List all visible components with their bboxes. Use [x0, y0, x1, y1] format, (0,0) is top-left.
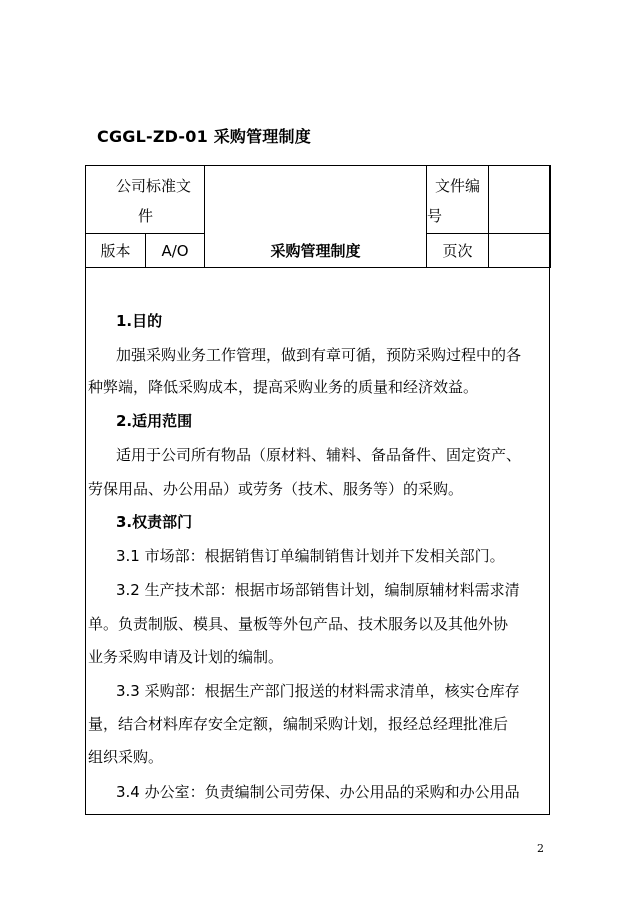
section-3-3-line-3: 组织采购。 [88, 748, 164, 766]
version-value: A/O [161, 241, 189, 260]
page-label-cell [427, 234, 489, 268]
header-table [85, 165, 551, 268]
doc-name: 采购管理制度 [270, 241, 361, 260]
page-value-cell [489, 234, 551, 268]
page-number: 2 [537, 842, 544, 855]
section-2-line-1: 适用于公司所有物品（原材料、辅料、备品备件、固定资产、 [116, 446, 522, 464]
doc-number-label-line1: 文件编 [435, 177, 481, 195]
document-title: CGGL-ZD-01 采购管理制度 [97, 127, 311, 146]
section-1-heading: 1.目的 [116, 312, 163, 330]
section-1-line-2: 种弊端，降低采购成本，提高采购业务的质量和经济效益。 [88, 378, 479, 396]
version-label-cell [86, 234, 146, 268]
page-label: 页次 [442, 242, 473, 260]
version-label: 版本 [100, 242, 131, 260]
section-3-4-line-1: 3.4 办公室：负责编制公司劳保、办公用品的采购和办公用品 [116, 783, 520, 801]
section-3-heading: 3.权责部门 [116, 513, 193, 531]
section-1-line-1: 加强采购业务工作管理，做到有章可循，预防采购过程中的各 [116, 346, 522, 364]
section-3-1-line-1: 3.1 市场部：根据销售订单编制销售计划并下发相关部门。 [116, 547, 505, 565]
section-3-2-line-2: 单。负责制版、模具、量板等外包产品、技术服务以及其他外协 [88, 615, 509, 633]
standard-doc-label-line2: 件 [138, 207, 154, 225]
section-2-heading: 2.适用范围 [116, 412, 193, 430]
standard-doc-label-cell [86, 166, 205, 234]
section-3-3-line-2: 量，结合材料库存安全定额，编制采购计划，报经总经理批准后 [88, 715, 509, 733]
doc-number-value-cell [489, 166, 551, 234]
section-2-line-2: 劳保用品、办公用品）或劳务（技术、服务等）的采购。 [88, 480, 464, 498]
standard-doc-label-line1: 公司标准文 [116, 177, 192, 195]
version-value-cell [146, 234, 205, 268]
section-3-2-line-1: 3.2 生产技术部：根据市场部销售计划，编制原辅材料需求清 [116, 581, 520, 599]
doc-number-label-cell [427, 166, 489, 234]
section-3-2-line-3: 业务采购申请及计划的编制。 [88, 648, 284, 666]
doc-number-label-line2: 号 [427, 207, 443, 225]
section-3-3-line-1: 3.3 采购部：根据生产部门报送的材料需求清单，核实仓库存 [116, 682, 520, 700]
doc-name-cell [205, 166, 427, 268]
